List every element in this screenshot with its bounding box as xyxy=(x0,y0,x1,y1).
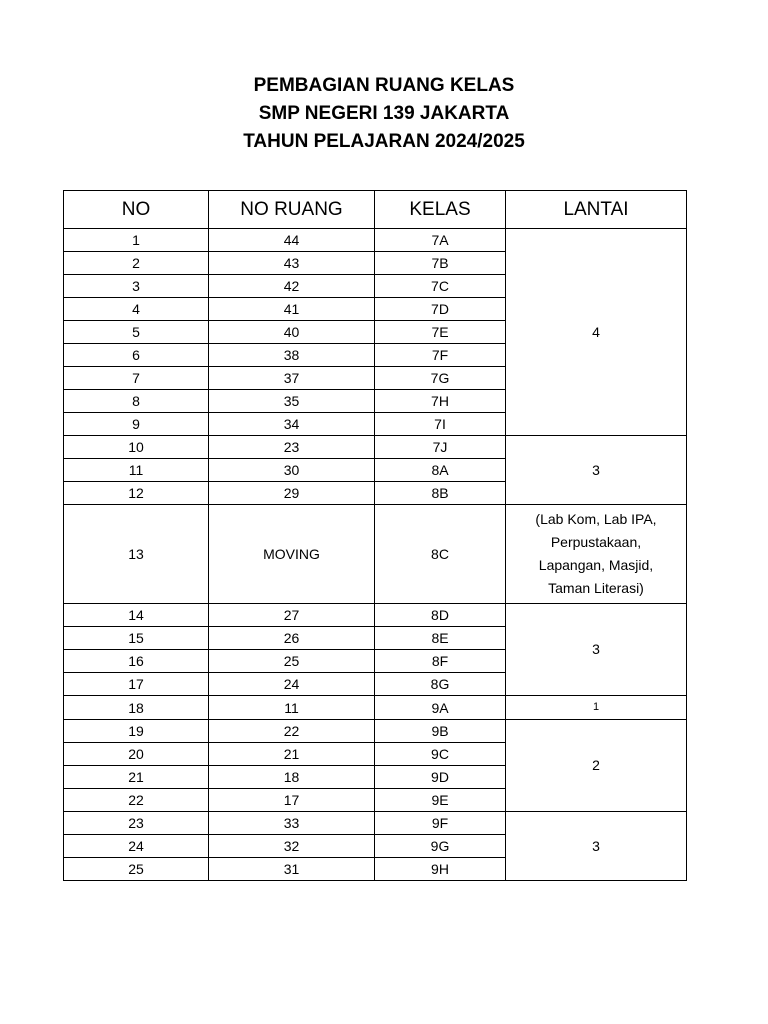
cell-kelas: 9F xyxy=(375,812,506,835)
cell-no: 10 xyxy=(64,436,209,459)
cell-no: 4 xyxy=(64,298,209,321)
cell-ruang: 40 xyxy=(209,321,375,344)
cell-no: 8 xyxy=(64,390,209,413)
cell-lantai: 2 xyxy=(506,720,687,812)
cell-kelas: 7G xyxy=(375,367,506,390)
cell-kelas: 7E xyxy=(375,321,506,344)
cell-ruang: 22 xyxy=(209,720,375,743)
cell-ruang: 38 xyxy=(209,344,375,367)
table-row xyxy=(64,696,687,720)
cell-kelas: 9C xyxy=(375,743,506,766)
facility-line: Taman Literasi) xyxy=(548,580,644,596)
cell-kelas: 7I xyxy=(375,413,506,436)
cell-no: 20 xyxy=(64,743,209,766)
cell-no: 7 xyxy=(64,367,209,390)
cell-lantai: 3 xyxy=(506,812,687,881)
room-allocation-table xyxy=(63,190,687,881)
cell-lantai: 3 xyxy=(506,604,687,696)
cell-ruang: 26 xyxy=(209,627,375,650)
table-row xyxy=(64,604,687,627)
cell-kelas: 9A xyxy=(375,696,506,720)
cell-no: 16 xyxy=(64,650,209,673)
cell-no: 9 xyxy=(64,413,209,436)
cell-ruang: 30 xyxy=(209,459,375,482)
table-header-row xyxy=(64,191,687,229)
cell-ruang: 42 xyxy=(209,275,375,298)
cell-kelas: 8B xyxy=(375,482,506,505)
cell-lantai-facilities xyxy=(506,505,687,604)
cell-kelas: 8F xyxy=(375,650,506,673)
header-kelas: KELAS xyxy=(375,191,506,229)
cell-ruang: 43 xyxy=(209,252,375,275)
table-row xyxy=(64,436,687,459)
table-row xyxy=(64,505,687,604)
cell-kelas: 7J xyxy=(375,436,506,459)
title-line-1: PEMBAGIAN RUANG KELAS xyxy=(253,75,515,96)
document-title xyxy=(0,72,768,156)
cell-kelas: 7H xyxy=(375,390,506,413)
cell-kelas: 7C xyxy=(375,275,506,298)
cell-no: 6 xyxy=(64,344,209,367)
cell-ruang: 11 xyxy=(209,696,375,720)
cell-no: 22 xyxy=(64,789,209,812)
facility-line: (Lab Kom, Lab IPA, xyxy=(535,511,657,527)
cell-ruang: 44 xyxy=(209,229,375,252)
cell-ruang: 24 xyxy=(209,673,375,696)
cell-kelas: 7A xyxy=(375,229,506,252)
table-row xyxy=(64,229,687,252)
cell-no: 12 xyxy=(64,482,209,505)
facility-line: Perpustakaan, xyxy=(550,534,642,550)
cell-lantai: 4 xyxy=(506,229,687,436)
cell-kelas: 9D xyxy=(375,766,506,789)
cell-no: 21 xyxy=(64,766,209,789)
cell-kelas: 8D xyxy=(375,604,506,627)
title-line-3: TAHUN PELAJARAN 2024/2025 xyxy=(243,131,525,152)
cell-kelas: 8G xyxy=(375,673,506,696)
cell-kelas: 7D xyxy=(375,298,506,321)
cell-kelas: 9E xyxy=(375,789,506,812)
cell-ruang: 31 xyxy=(209,858,375,881)
cell-ruang: MOVING xyxy=(209,505,375,604)
header-no-ruang: NO RUANG xyxy=(209,191,375,229)
cell-no: 25 xyxy=(64,858,209,881)
cell-no: 3 xyxy=(64,275,209,298)
cell-ruang: 23 xyxy=(209,436,375,459)
cell-ruang: 18 xyxy=(209,766,375,789)
cell-no: 15 xyxy=(64,627,209,650)
cell-no: 1 xyxy=(64,229,209,252)
cell-ruang: 29 xyxy=(209,482,375,505)
cell-no: 19 xyxy=(64,720,209,743)
cell-kelas: 9H xyxy=(375,858,506,881)
cell-ruang: 27 xyxy=(209,604,375,627)
cell-no: 5 xyxy=(64,321,209,344)
cell-ruang: 32 xyxy=(209,835,375,858)
cell-kelas: 7F xyxy=(375,344,506,367)
title-line-2: SMP NEGERI 139 JAKARTA xyxy=(258,103,510,124)
cell-no: 2 xyxy=(64,252,209,275)
cell-ruang: 34 xyxy=(209,413,375,436)
table-row xyxy=(64,720,687,743)
cell-ruang: 35 xyxy=(209,390,375,413)
cell-ruang: 37 xyxy=(209,367,375,390)
cell-ruang: 21 xyxy=(209,743,375,766)
cell-ruang: 41 xyxy=(209,298,375,321)
header-no: NO xyxy=(64,191,209,229)
cell-kelas: 7B xyxy=(375,252,506,275)
cell-kelas: 9G xyxy=(375,835,506,858)
cell-ruang: 25 xyxy=(209,650,375,673)
cell-no: 11 xyxy=(64,459,209,482)
cell-lantai: 3 xyxy=(506,436,687,505)
cell-no: 14 xyxy=(64,604,209,627)
cell-kelas: 8C xyxy=(375,505,506,604)
header-lantai: LANTAI xyxy=(506,191,687,229)
cell-no: 13 xyxy=(64,505,209,604)
cell-lantai: 1 xyxy=(506,696,687,720)
table-row xyxy=(64,812,687,835)
cell-no: 24 xyxy=(64,835,209,858)
cell-ruang: 17 xyxy=(209,789,375,812)
cell-kelas: 8E xyxy=(375,627,506,650)
cell-kelas: 8A xyxy=(375,459,506,482)
cell-no: 23 xyxy=(64,812,209,835)
facility-line: Lapangan, Masjid, xyxy=(538,557,654,573)
cell-ruang: 33 xyxy=(209,812,375,835)
cell-no: 17 xyxy=(64,673,209,696)
cell-kelas: 9B xyxy=(375,720,506,743)
cell-no: 18 xyxy=(64,696,209,720)
